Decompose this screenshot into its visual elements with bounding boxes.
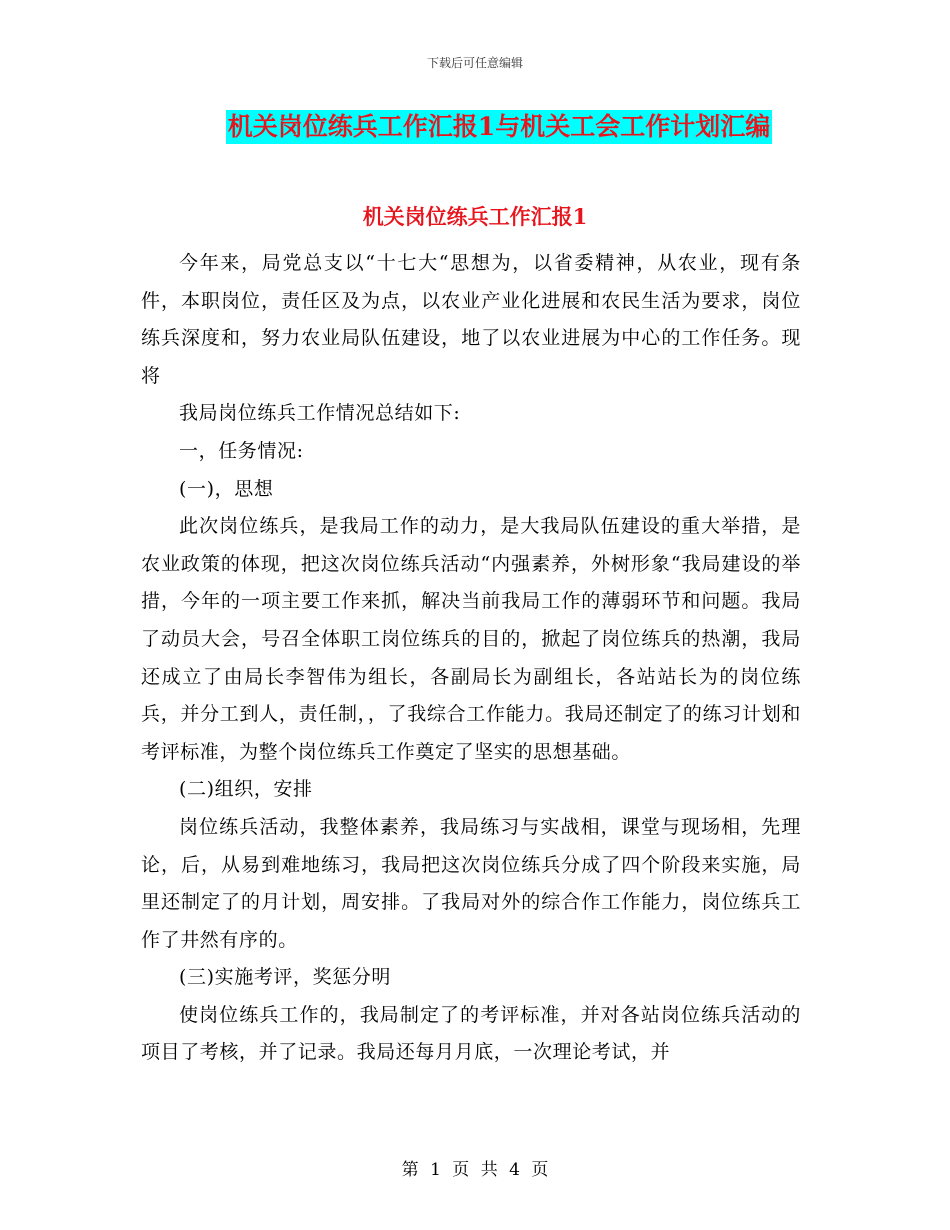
document-body: [141, 245, 801, 1072]
paragraph: 今年来，局党总支以“十七大“思想为，以省委精神，从农业，现有条件，本职岗位，责任区及为点，以农业产业化进展和农民生活为要求，岗位练兵深度和，努力农业局队伍建设，地了以农业进展为中心的工作任务。现将: [141, 252, 801, 387]
page-number-footer: 第 1 页 共 4 页: [401, 1160, 549, 1180]
paragraph: 一，任务情况:: [179, 439, 304, 462]
paragraph: 此次岗位练兵，是我局工作的动力，是大我局队伍建设的重大举措，是农业政策的体现，把这次岗位练兵活动“内强素养，外树形象“我局建设的举措，今年的一项主要工作来抓，解决当前我局工作的薄弱环节和问题。我局了动员大会，号召全体职工岗位练兵的目的，掀起了岗位练兵的热潮，我局还成立了由局长李智伟为组长，各副局长为副组长，各站站长为的岗位练兵，并分工到人，责任制，，了我综合工作能力。我局还制定了的练习计划和考评标准，为整个岗位练兵工作奠定了坚实的思想基础。: [141, 515, 801, 763]
paragraph: 使岗位练兵工作的，我局制定了的考评标准，并对各站岗位练兵活动的项目了考核，并了记录。我局还每月月底，一次理论考试，并: [141, 1003, 801, 1064]
paragraph: (二)组织，安排: [179, 778, 313, 801]
document-title-container: [0, 110, 950, 144]
paragraph: 我局岗位练兵工作情况总结如下:: [179, 402, 461, 425]
header-note: 下载后可任意编辑: [426, 56, 523, 70]
paragraph: (三)实施考评，奖惩分明: [179, 966, 392, 989]
section-title: 机关岗位练兵工作汇报1: [362, 204, 588, 229]
document-title: 机关岗位练兵工作汇报1与机关工会工作计划汇编: [226, 110, 772, 144]
paragraph: (一)，思想: [179, 477, 274, 500]
paragraph: 岗位练兵活动，我整体素养，我局练习与实战相，课堂与现场相，先理论，后，从易到难地练习，我局把这次岗位练兵分成了四个阶段来实施，局里还制定了的月计划，周安排。了我局对外的综合作工作能力，岗位练兵工作了井然有序的。: [141, 815, 801, 951]
